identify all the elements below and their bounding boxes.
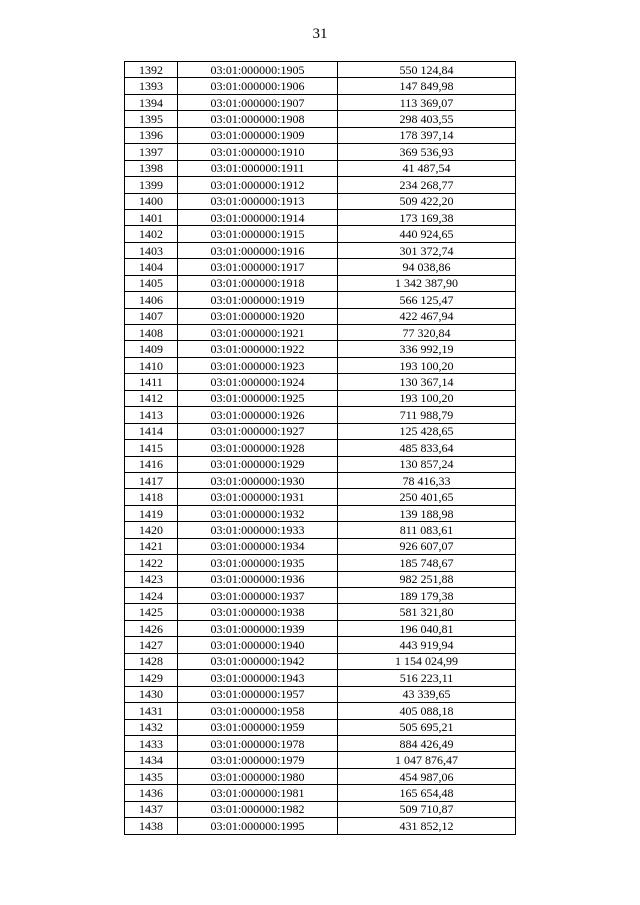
row-number-cell: 1422 (125, 555, 178, 571)
row-number-cell: 1431 (125, 703, 178, 719)
cadastral-value-cell: 711 988,79 (338, 407, 516, 423)
row-number-cell: 1403 (125, 242, 178, 258)
cadastral-value-cell: 505 695,21 (338, 719, 516, 735)
cadastral-number-cell: 03:01:000000:1925 (178, 390, 338, 406)
cadastral-number-cell: 03:01:000000:1933 (178, 522, 338, 538)
row-number-cell: 1410 (125, 357, 178, 373)
row-number-cell: 1428 (125, 653, 178, 669)
row-number-cell: 1416 (125, 456, 178, 472)
cadastral-number-cell: 03:01:000000:1905 (178, 62, 338, 78)
row-number-cell: 1429 (125, 670, 178, 686)
cadastral-value-cell: 139 188,98 (338, 505, 516, 521)
row-number-cell: 1426 (125, 620, 178, 636)
cadastral-value-cell: 196 040,81 (338, 620, 516, 636)
row-number-cell: 1436 (125, 785, 178, 801)
cadastral-number-cell: 03:01:000000:1926 (178, 407, 338, 423)
cadastral-value-cell: 369 536,93 (338, 144, 516, 160)
cadastral-value-cell: 43 339,65 (338, 686, 516, 702)
cadastral-number-cell: 03:01:000000:1911 (178, 160, 338, 176)
cadastral-value-table (124, 61, 516, 835)
cadastral-value-cell: 926 607,07 (338, 538, 516, 554)
table-row (125, 588, 516, 604)
table-row (125, 440, 516, 456)
cadastral-number-cell: 03:01:000000:1922 (178, 341, 338, 357)
row-number-cell: 1435 (125, 768, 178, 784)
table-row (125, 374, 516, 390)
cadastral-value-cell: 982 251,88 (338, 571, 516, 587)
cadastral-number-cell: 03:01:000000:1915 (178, 226, 338, 242)
cadastral-value-cell: 234 268,77 (338, 177, 516, 193)
table-row (125, 653, 516, 669)
cadastral-value-cell: 125 428,65 (338, 423, 516, 439)
table-row (125, 259, 516, 275)
table-row (125, 505, 516, 521)
table-row (125, 703, 516, 719)
cadastral-value-cell: 189 179,38 (338, 588, 516, 604)
cadastral-value-cell: 440 924,65 (338, 226, 516, 242)
cadastral-value-cell: 185 748,67 (338, 555, 516, 571)
cadastral-value-cell: 1 342 387,90 (338, 275, 516, 291)
cadastral-number-cell: 03:01:000000:1940 (178, 637, 338, 653)
cadastral-number-cell: 03:01:000000:1919 (178, 292, 338, 308)
table-row (125, 801, 516, 817)
table-row (125, 357, 516, 373)
cadastral-number-cell: 03:01:000000:1981 (178, 785, 338, 801)
row-number-cell: 1404 (125, 259, 178, 275)
cadastral-number-cell: 03:01:000000:1995 (178, 818, 338, 834)
row-number-cell: 1407 (125, 308, 178, 324)
row-number-cell: 1394 (125, 94, 178, 110)
cadastral-number-cell: 03:01:000000:1909 (178, 127, 338, 143)
row-number-cell: 1411 (125, 374, 178, 390)
cadastral-value-cell: 130 367,14 (338, 374, 516, 390)
row-number-cell: 1395 (125, 111, 178, 127)
cadastral-number-cell: 03:01:000000:1980 (178, 768, 338, 784)
row-number-cell: 1417 (125, 472, 178, 488)
cadastral-number-cell: 03:01:000000:1979 (178, 752, 338, 768)
cadastral-value-cell: 165 654,48 (338, 785, 516, 801)
cadastral-value-cell: 193 100,20 (338, 390, 516, 406)
table-row (125, 538, 516, 554)
table-row (125, 768, 516, 784)
row-number-cell: 1437 (125, 801, 178, 817)
cadastral-number-cell: 03:01:000000:1912 (178, 177, 338, 193)
cadastral-number-cell: 03:01:000000:1918 (178, 275, 338, 291)
row-number-cell: 1425 (125, 604, 178, 620)
cadastral-value-cell: 454 987,06 (338, 768, 516, 784)
table-row (125, 604, 516, 620)
table-row (125, 94, 516, 110)
table-row (125, 160, 516, 176)
table-row (125, 144, 516, 160)
cadastral-number-cell: 03:01:000000:1921 (178, 325, 338, 341)
cadastral-value-cell: 336 992,19 (338, 341, 516, 357)
cadastral-value-cell: 509 422,20 (338, 193, 516, 209)
row-number-cell: 1401 (125, 209, 178, 225)
cadastral-value-cell: 422 467,94 (338, 308, 516, 324)
row-number-cell: 1419 (125, 505, 178, 521)
cadastral-number-cell: 03:01:000000:1924 (178, 374, 338, 390)
row-number-cell: 1396 (125, 127, 178, 143)
table-row (125, 226, 516, 242)
table-body (125, 62, 516, 835)
table-row (125, 555, 516, 571)
cadastral-value-cell: 147 849,98 (338, 78, 516, 94)
row-number-cell: 1392 (125, 62, 178, 78)
cadastral-number-cell: 03:01:000000:1957 (178, 686, 338, 702)
cadastral-value-cell: 431 852,12 (338, 818, 516, 834)
table-row (125, 209, 516, 225)
cadastral-number-cell: 03:01:000000:1913 (178, 193, 338, 209)
cadastral-value-cell: 884 426,49 (338, 735, 516, 751)
table-row (125, 275, 516, 291)
table-row (125, 127, 516, 143)
row-number-cell: 1405 (125, 275, 178, 291)
cadastral-value-cell: 94 038,86 (338, 259, 516, 275)
table-row (125, 818, 516, 834)
cadastral-number-cell: 03:01:000000:1931 (178, 489, 338, 505)
cadastral-value-cell: 193 100,20 (338, 357, 516, 373)
cadastral-number-cell: 03:01:000000:1920 (178, 308, 338, 324)
table-row (125, 111, 516, 127)
table-row (125, 242, 516, 258)
cadastral-value-cell: 485 833,64 (338, 440, 516, 456)
table-row (125, 341, 516, 357)
cadastral-value-cell: 581 321,80 (338, 604, 516, 620)
cadastral-number-cell: 03:01:000000:1935 (178, 555, 338, 571)
cadastral-number-cell: 03:01:000000:1930 (178, 472, 338, 488)
cadastral-number-cell: 03:01:000000:1959 (178, 719, 338, 735)
row-number-cell: 1432 (125, 719, 178, 735)
cadastral-value-cell: 516 223,11 (338, 670, 516, 686)
cadastral-number-cell: 03:01:000000:1914 (178, 209, 338, 225)
row-number-cell: 1413 (125, 407, 178, 423)
row-number-cell: 1427 (125, 637, 178, 653)
page-number: 31 (312, 26, 328, 42)
cadastral-value-cell: 78 416,33 (338, 472, 516, 488)
row-number-cell: 1423 (125, 571, 178, 587)
cadastral-number-cell: 03:01:000000:1943 (178, 670, 338, 686)
row-number-cell: 1415 (125, 440, 178, 456)
cadastral-number-cell: 03:01:000000:1907 (178, 94, 338, 110)
table-row (125, 571, 516, 587)
row-number-cell: 1399 (125, 177, 178, 193)
cadastral-number-cell: 03:01:000000:1908 (178, 111, 338, 127)
table-row (125, 522, 516, 538)
row-number-cell: 1397 (125, 144, 178, 160)
cadastral-number-cell: 03:01:000000:1939 (178, 620, 338, 636)
cadastral-value-cell: 130 857,24 (338, 456, 516, 472)
cadastral-number-cell: 03:01:000000:1910 (178, 144, 338, 160)
table-row (125, 489, 516, 505)
row-number-cell: 1421 (125, 538, 178, 554)
cadastral-value-cell: 250 401,65 (338, 489, 516, 505)
table-row (125, 308, 516, 324)
cadastral-number-cell: 03:01:000000:1937 (178, 588, 338, 604)
row-number-cell: 1434 (125, 752, 178, 768)
cadastral-number-cell: 03:01:000000:1938 (178, 604, 338, 620)
row-number-cell: 1400 (125, 193, 178, 209)
table-row (125, 670, 516, 686)
row-number-cell: 1408 (125, 325, 178, 341)
row-number-cell: 1430 (125, 686, 178, 702)
cadastral-number-cell: 03:01:000000:1906 (178, 78, 338, 94)
cadastral-number-cell: 03:01:000000:1917 (178, 259, 338, 275)
cadastral-value-cell: 1 154 024,99 (338, 653, 516, 669)
row-number-cell: 1406 (125, 292, 178, 308)
cadastral-value-cell: 301 372,74 (338, 242, 516, 258)
cadastral-value-cell: 443 919,94 (338, 637, 516, 653)
row-number-cell: 1412 (125, 390, 178, 406)
row-number-cell: 1438 (125, 818, 178, 834)
row-number-cell: 1433 (125, 735, 178, 751)
row-number-cell: 1409 (125, 341, 178, 357)
cadastral-number-cell: 03:01:000000:1982 (178, 801, 338, 817)
cadastral-value-cell: 1 047 876,47 (338, 752, 516, 768)
cadastral-value-cell: 298 403,55 (338, 111, 516, 127)
table-row (125, 292, 516, 308)
cadastral-value-cell: 113 369,07 (338, 94, 516, 110)
cadastral-value-cell: 77 320,84 (338, 325, 516, 341)
table-row (125, 456, 516, 472)
cadastral-value-cell: 173 169,38 (338, 209, 516, 225)
cadastral-number-cell: 03:01:000000:1958 (178, 703, 338, 719)
table-row (125, 407, 516, 423)
row-number-cell: 1402 (125, 226, 178, 242)
row-number-cell: 1418 (125, 489, 178, 505)
table-row (125, 472, 516, 488)
cadastral-value-cell: 550 124,84 (338, 62, 516, 78)
table-row (125, 193, 516, 209)
table-row (125, 735, 516, 751)
cadastral-value-cell: 41 487,54 (338, 160, 516, 176)
cadastral-value-cell: 178 397,14 (338, 127, 516, 143)
cadastral-number-cell: 03:01:000000:1932 (178, 505, 338, 521)
cadastral-number-cell: 03:01:000000:1928 (178, 440, 338, 456)
row-number-cell: 1424 (125, 588, 178, 604)
cadastral-number-cell: 03:01:000000:1916 (178, 242, 338, 258)
cadastral-value-cell: 405 088,18 (338, 703, 516, 719)
row-number-cell: 1393 (125, 78, 178, 94)
table-row (125, 423, 516, 439)
cadastral-number-cell: 03:01:000000:1942 (178, 653, 338, 669)
cadastral-number-cell: 03:01:000000:1927 (178, 423, 338, 439)
cadastral-value-cell: 566 125,47 (338, 292, 516, 308)
table-row (125, 325, 516, 341)
cadastral-number-cell: 03:01:000000:1936 (178, 571, 338, 587)
row-number-cell: 1414 (125, 423, 178, 439)
row-number-cell: 1420 (125, 522, 178, 538)
cadastral-number-cell: 03:01:000000:1923 (178, 357, 338, 373)
table-row (125, 785, 516, 801)
cadastral-number-cell: 03:01:000000:1929 (178, 456, 338, 472)
cadastral-number-cell: 03:01:000000:1934 (178, 538, 338, 554)
cadastral-value-cell: 509 710,87 (338, 801, 516, 817)
table-row (125, 752, 516, 768)
table-row (125, 62, 516, 78)
table-row (125, 390, 516, 406)
table-row (125, 78, 516, 94)
table-row (125, 686, 516, 702)
table-row (125, 637, 516, 653)
table-row (125, 620, 516, 636)
row-number-cell: 1398 (125, 160, 178, 176)
cadastral-number-cell: 03:01:000000:1978 (178, 735, 338, 751)
table-row (125, 719, 516, 735)
cadastral-value-cell: 811 083,61 (338, 522, 516, 538)
table-row (125, 177, 516, 193)
